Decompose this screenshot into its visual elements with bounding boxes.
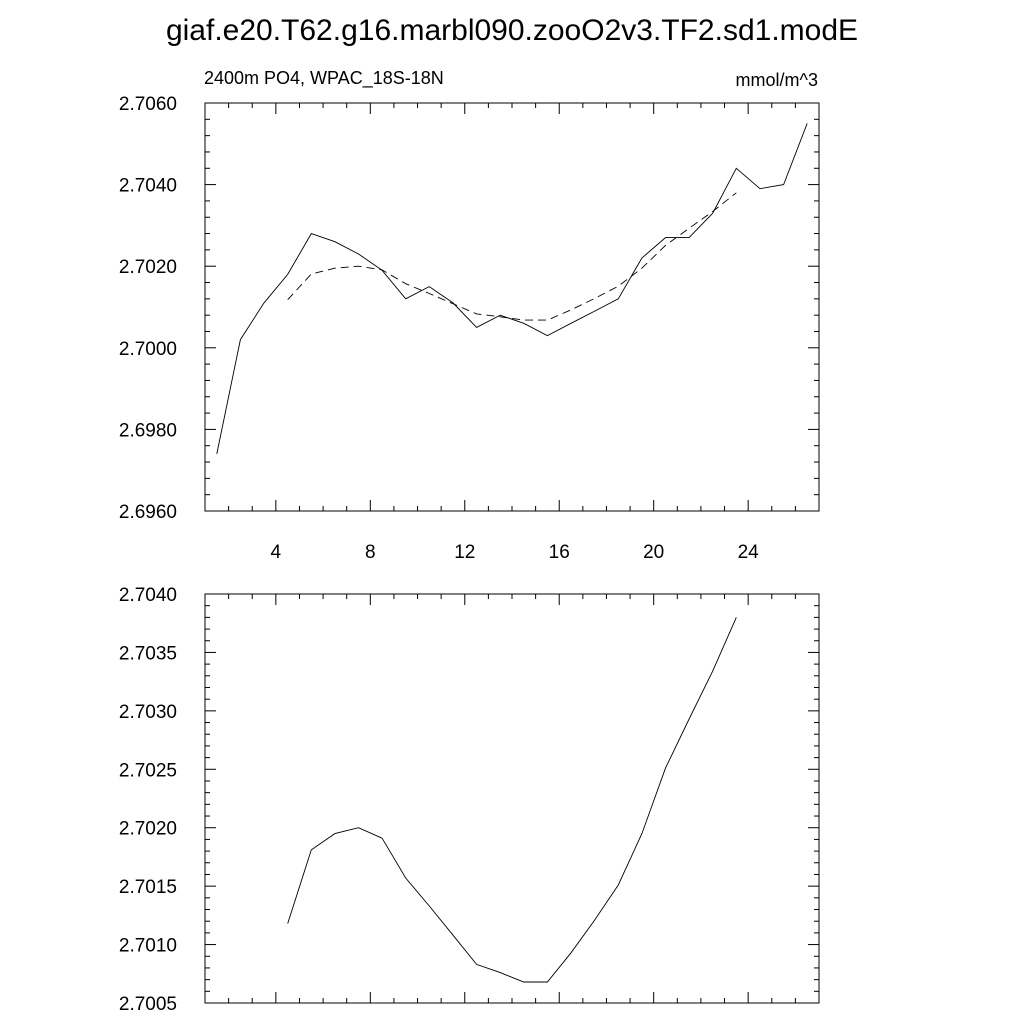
- top-panel-series-line-1: [288, 193, 737, 320]
- bottom-panel-series-line-0: [288, 617, 737, 982]
- bottom-panel-y-tick-label: 2.7035: [118, 643, 177, 665]
- bottom-panel-y-tick-label: 2.7030: [118, 701, 177, 723]
- top-panel-series-line-0: [217, 123, 807, 454]
- bottom-panel-y-tick-label: 2.7025: [118, 760, 177, 782]
- top-panel-y-tick-label: 2.6960: [118, 502, 177, 523]
- bottom-panel-y-tick-label: 2.7040: [118, 585, 177, 606]
- top-panel-x-tick-label: 16: [548, 542, 570, 563]
- top-panel-y-tick-label: 2.7020: [118, 257, 177, 279]
- top-panel: [119, 68, 819, 563]
- top-panel-left-label: 2400m PO4, WPAC_18S-18N: [204, 68, 444, 88]
- top-panel-ticks: [119, 94, 819, 563]
- top-panel-series: [217, 123, 807, 454]
- top-panel-y-tick-label: 2.7040: [118, 175, 177, 197]
- top-panel-x-tick-label: 4: [270, 542, 282, 563]
- top-panel-x-tick-label: 12: [454, 542, 476, 563]
- bottom-panel-series: [288, 617, 737, 982]
- top-panel-y-tick-label: 2.6980: [118, 420, 177, 442]
- bottom-panel-ticks: [119, 585, 819, 1015]
- bottom-panel-y-tick-label: 2.7005: [118, 994, 177, 1015]
- top-panel-frame: [205, 103, 819, 511]
- top-panel-x-tick-label: 20: [643, 542, 665, 563]
- bottom-panel-y-tick-label: 2.7020: [118, 818, 177, 840]
- top-panel-x-tick-label: 24: [737, 542, 759, 563]
- top-panel-x-tick-label: 8: [365, 542, 376, 563]
- bottom-panel: [119, 585, 819, 1015]
- bottom-panel-y-tick-label: 2.7015: [118, 877, 177, 899]
- bottom-panel-y-tick-label: 2.7010: [118, 935, 177, 957]
- bottom-panel-frame: [205, 594, 819, 1003]
- top-panel-units-label: mmol/m^3: [735, 70, 818, 90]
- top-panel-y-tick-label: 2.7060: [118, 94, 177, 115]
- top-panel-y-tick-label: 2.7000: [118, 338, 177, 360]
- chart-title: giaf.e20.T62.g16.marbl090.zooO2v3.TF2.sd1.modE: [165, 14, 859, 47]
